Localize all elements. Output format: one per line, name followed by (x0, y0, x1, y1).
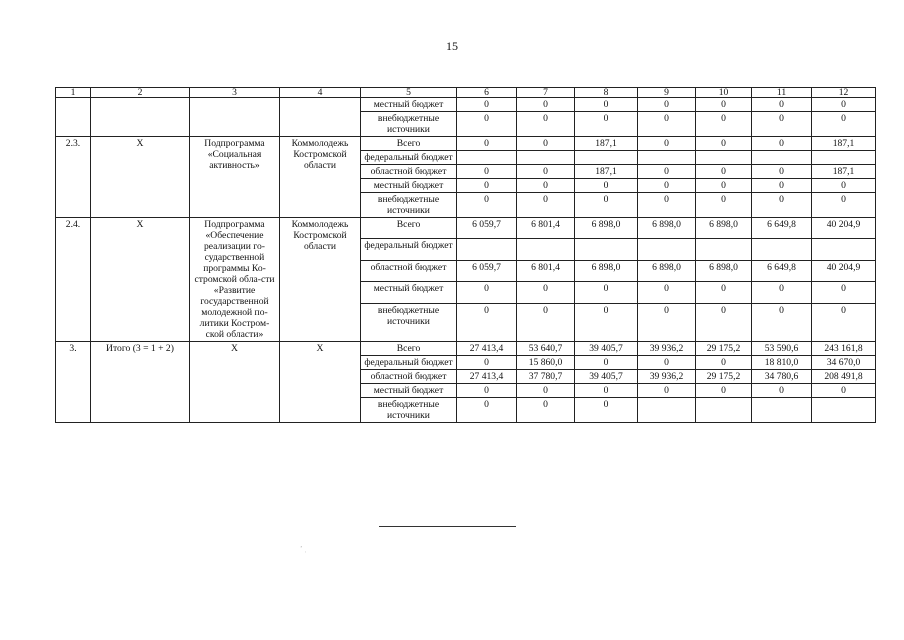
amount-cell (752, 151, 812, 165)
row-number-cell: 2.3. (56, 137, 91, 218)
amount-cell: 0 (752, 384, 812, 398)
funding-source-cell: областной бюджет (361, 260, 457, 281)
amount-cell: 6 898,0 (638, 218, 696, 239)
amount-cell: 187,1 (812, 165, 876, 179)
amount-cell: 0 (696, 179, 752, 193)
amount-cell: 0 (457, 137, 517, 151)
amount-cell: 187,1 (575, 165, 638, 179)
row-number-cell (56, 98, 91, 137)
amount-cell: 0 (638, 356, 696, 370)
funding-source-cell: внебюджетные источники (361, 398, 457, 423)
amount-cell (696, 151, 752, 165)
amount-cell (517, 239, 575, 260)
amount-cell: 0 (575, 98, 638, 112)
table-row (56, 137, 876, 151)
executor-cell (280, 98, 361, 137)
amount-cell: 27 413,4 (457, 342, 517, 356)
amount-cell: 0 (638, 137, 696, 151)
amount-cell: 0 (517, 303, 575, 341)
amount-cell: 0 (638, 384, 696, 398)
amount-cell: 0 (812, 179, 876, 193)
amount-cell: 39 936,2 (638, 370, 696, 384)
amount-cell: 0 (812, 282, 876, 303)
header-cell: 3 (190, 88, 280, 98)
amount-cell: 0 (812, 303, 876, 341)
amount-cell: 0 (457, 193, 517, 218)
amount-cell: 0 (638, 112, 696, 137)
amount-cell: 0 (517, 112, 575, 137)
amount-cell: 0 (696, 356, 752, 370)
table-row (56, 218, 876, 239)
amount-cell: 6 898,0 (575, 260, 638, 281)
amount-cell: 39 936,2 (638, 342, 696, 356)
amount-cell: 0 (696, 112, 752, 137)
amount-cell: 0 (638, 179, 696, 193)
amount-cell: 0 (638, 165, 696, 179)
amount-cell: 0 (696, 193, 752, 218)
amount-cell: 0 (696, 303, 752, 341)
funding-source-cell: внебюджетные источники (361, 112, 457, 137)
amount-cell: 6 898,0 (638, 260, 696, 281)
funding-source-cell: местный бюджет (361, 384, 457, 398)
amount-cell: 37 780,7 (517, 370, 575, 384)
amount-cell: 6 898,0 (575, 218, 638, 239)
amount-cell: 6 059,7 (457, 260, 517, 281)
amount-cell: 0 (638, 193, 696, 218)
header-cell: 12 (812, 88, 876, 98)
amount-cell (457, 151, 517, 165)
amount-cell: 0 (517, 165, 575, 179)
amount-cell: 0 (457, 303, 517, 341)
header-cell: 4 (280, 88, 361, 98)
amount-cell: 0 (696, 98, 752, 112)
header-cell: 7 (517, 88, 575, 98)
funding-source-cell: местный бюджет (361, 282, 457, 303)
amount-cell: 0 (575, 112, 638, 137)
funding-source-cell: Всего (361, 342, 457, 356)
budget-table (55, 87, 876, 423)
header-cell: 9 (638, 88, 696, 98)
amount-cell (812, 239, 876, 260)
amount-cell: 0 (752, 137, 812, 151)
amount-cell: 0 (575, 179, 638, 193)
amount-cell: 15 860,0 (517, 356, 575, 370)
amount-cell: 0 (812, 384, 876, 398)
amount-cell: 53 640,7 (517, 342, 575, 356)
table-header (56, 88, 876, 98)
amount-cell (638, 398, 696, 423)
row-number-cell: 2.4. (56, 218, 91, 342)
amount-cell (575, 151, 638, 165)
header-cell: 6 (457, 88, 517, 98)
amount-cell: 0 (575, 303, 638, 341)
funding-source-cell: федеральный бюджет (361, 356, 457, 370)
page-number: 15 (446, 39, 458, 53)
amount-cell: 6 649,8 (752, 218, 812, 239)
amount-cell: 34 780,6 (752, 370, 812, 384)
amount-cell: 18 810,0 (752, 356, 812, 370)
amount-cell: 187,1 (575, 137, 638, 151)
program-name-cell: Подпрограмма «Социальная активность» (190, 137, 280, 218)
amount-cell: 39 405,7 (575, 342, 638, 356)
measure-cell: Х (91, 218, 190, 342)
amount-cell: 208 491,8 (812, 370, 876, 384)
amount-cell: 0 (752, 179, 812, 193)
amount-cell (752, 398, 812, 423)
amount-cell: 0 (812, 112, 876, 137)
amount-cell: 6 801,4 (517, 260, 575, 281)
program-name-cell: Подпрограмма «Обеспечение реализации го-сударственной программы Ко-стромской обла-сти «Развитие государственной молодежной по-литики Костром-ской области» (190, 218, 280, 342)
executor-cell: Коммолодежь Костромской области (280, 137, 361, 218)
amount-cell: 39 405,7 (575, 370, 638, 384)
amount-cell: 0 (457, 384, 517, 398)
amount-cell: 0 (575, 356, 638, 370)
amount-cell: 34 670,0 (812, 356, 876, 370)
amount-cell (575, 239, 638, 260)
amount-cell: 0 (457, 98, 517, 112)
table-body (56, 98, 876, 423)
funding-source-cell: Всего (361, 218, 457, 239)
header-cell: 10 (696, 88, 752, 98)
amount-cell: 0 (638, 282, 696, 303)
funding-source-cell: федеральный бюджет (361, 151, 457, 165)
amount-cell: 0 (696, 282, 752, 303)
amount-cell: 29 175,2 (696, 370, 752, 384)
amount-cell: 0 (457, 282, 517, 303)
funding-source-cell: областной бюджет (361, 370, 457, 384)
funding-source-cell: федеральный бюджет (361, 239, 457, 260)
amount-cell: 0 (575, 384, 638, 398)
funding-source-cell: Всего (361, 137, 457, 151)
amount-cell (696, 398, 752, 423)
amount-cell: 0 (696, 384, 752, 398)
amount-cell: 0 (517, 179, 575, 193)
amount-cell: 29 175,2 (696, 342, 752, 356)
funding-source-cell: внебюджетные источники (361, 193, 457, 218)
amount-cell: 6 801,4 (517, 218, 575, 239)
header-cell: 2 (91, 88, 190, 98)
table-row (56, 342, 876, 356)
amount-cell (812, 398, 876, 423)
amount-cell: 0 (517, 398, 575, 423)
amount-cell: 0 (696, 165, 752, 179)
header-row (56, 88, 876, 98)
amount-cell: 0 (457, 165, 517, 179)
amount-cell: 0 (517, 137, 575, 151)
amount-cell: 0 (575, 282, 638, 303)
amount-cell: 0 (696, 137, 752, 151)
amount-cell (638, 151, 696, 165)
amount-cell: 0 (457, 356, 517, 370)
header-cell: 1 (56, 88, 91, 98)
amount-cell: 0 (752, 193, 812, 218)
footer-rule (379, 526, 516, 527)
table-row (56, 98, 876, 112)
measure-cell: Х (91, 137, 190, 218)
amount-cell: 6 898,0 (696, 260, 752, 281)
amount-cell (812, 151, 876, 165)
amount-cell: 187,1 (812, 137, 876, 151)
amount-cell: 0 (457, 179, 517, 193)
amount-cell: 0 (575, 398, 638, 423)
amount-cell (638, 239, 696, 260)
amount-cell: 27 413,4 (457, 370, 517, 384)
amount-cell: 40 204,9 (812, 260, 876, 281)
amount-cell: 243 161,8 (812, 342, 876, 356)
amount-cell: 0 (752, 112, 812, 137)
program-name-cell: Х (190, 342, 280, 423)
header-cell: 8 (575, 88, 638, 98)
amount-cell: 53 590,6 (752, 342, 812, 356)
amount-cell: 0 (812, 98, 876, 112)
amount-cell: 0 (517, 282, 575, 303)
funding-source-cell: внебюджетные источники (361, 303, 457, 341)
amount-cell: 0 (752, 98, 812, 112)
amount-cell: 0 (812, 193, 876, 218)
amount-cell: 0 (752, 282, 812, 303)
amount-cell: 0 (752, 165, 812, 179)
amount-cell: 0 (457, 112, 517, 137)
amount-cell: 0 (638, 303, 696, 341)
amount-cell: 6 059,7 (457, 218, 517, 239)
amount-cell (696, 239, 752, 260)
amount-cell: 40 204,9 (812, 218, 876, 239)
amount-cell (517, 151, 575, 165)
funding-source-cell: местный бюджет (361, 179, 457, 193)
row-number-cell: 3. (56, 342, 91, 423)
amount-cell: 6 649,8 (752, 260, 812, 281)
header-cell: 11 (752, 88, 812, 98)
scan-speck: ʼ ˌ (300, 545, 307, 553)
amount-cell: 0 (517, 193, 575, 218)
amount-cell: 0 (517, 384, 575, 398)
amount-cell: 0 (752, 303, 812, 341)
measure-cell (91, 98, 190, 137)
amount-cell: 0 (517, 98, 575, 112)
executor-cell: Х (280, 342, 361, 423)
funding-source-cell: областной бюджет (361, 165, 457, 179)
amount-cell: 0 (638, 98, 696, 112)
amount-cell (752, 239, 812, 260)
funding-source-cell: местный бюджет (361, 98, 457, 112)
amount-cell (457, 239, 517, 260)
amount-cell: 6 898,0 (696, 218, 752, 239)
amount-cell: 0 (575, 193, 638, 218)
program-name-cell (190, 98, 280, 137)
header-cell: 5 (361, 88, 457, 98)
amount-cell: 0 (457, 398, 517, 423)
executor-cell: Коммолодежь Костромской области (280, 218, 361, 342)
measure-cell: Итого (3 = 1 + 2) (91, 342, 190, 423)
